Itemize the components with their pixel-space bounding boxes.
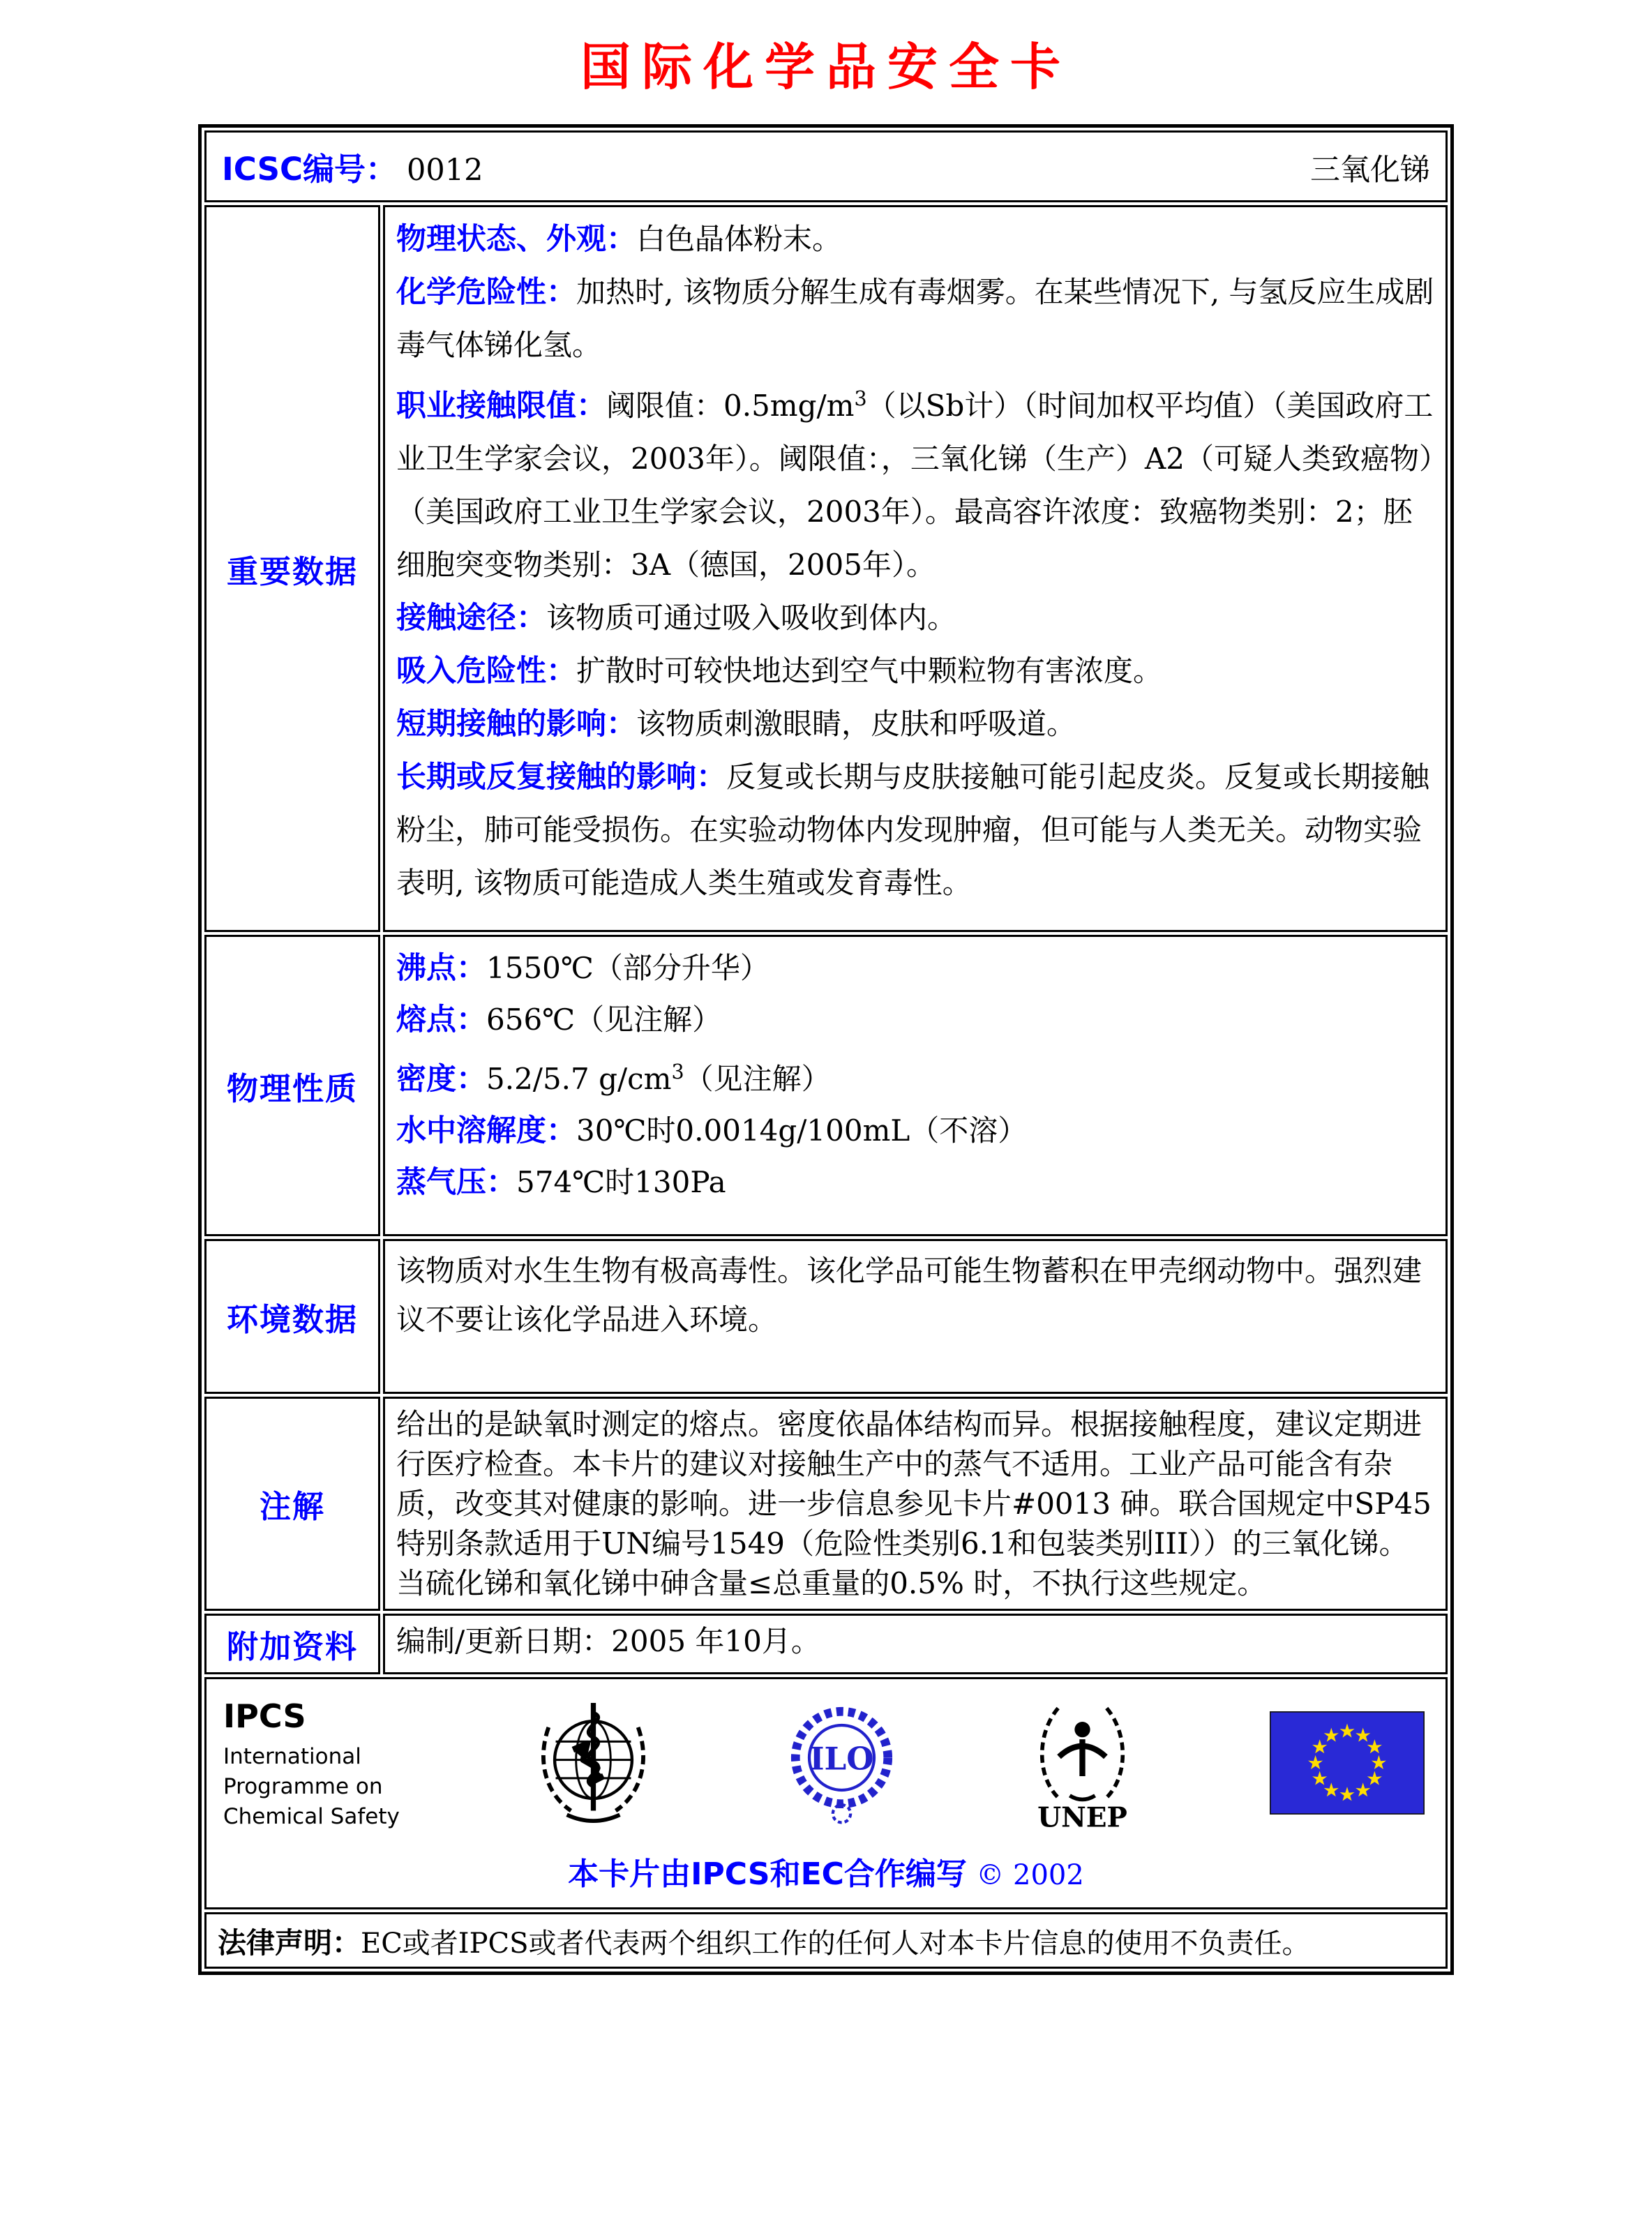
field-label: 化学危险性：	[396, 275, 576, 310]
credit-text: 本卡片由IPCS和EC合作编写	[568, 1856, 967, 1892]
notes-label: 注解	[204, 1397, 380, 1611]
environmental-data-label: 环境数据	[204, 1239, 380, 1394]
property-label: 熔点：	[396, 1002, 486, 1037]
additional-info-label: 附加资料	[204, 1614, 380, 1674]
additional-info-content	[383, 1614, 1448, 1674]
additional-info-row	[204, 1614, 1448, 1674]
environmental-data-row	[204, 1239, 1448, 1394]
notes-content	[383, 1397, 1448, 1611]
legal-label: 法律声明：	[218, 1926, 361, 1960]
field-text: 该物质刺激眼睛，皮肤和呼吸道。	[636, 707, 1076, 741]
icsc-number-value: 0012	[407, 153, 483, 188]
property-item	[396, 994, 1434, 1046]
important-data-content	[383, 205, 1448, 932]
field-text: 扩散时可较快地达到空气中颗粒物有害浓度。	[576, 654, 1163, 688]
important-data-item	[396, 751, 1434, 910]
field-label: 吸入危险性：	[396, 654, 576, 689]
field-label: 物理状态、外观：	[396, 222, 636, 257]
field-label: 长期或反复接触的影响：	[396, 760, 726, 795]
important-data-item	[396, 266, 1434, 372]
ipcs-abbr: IPCS	[223, 1697, 306, 1735]
additional-info-text: 编制/更新日期：2005 年10月。	[396, 1624, 820, 1658]
copyright-text: © 2002	[976, 1859, 1084, 1891]
important-data-item	[396, 592, 1434, 645]
page-title: 国际化学品安全卡	[580, 38, 1072, 96]
ipcs-line: Chemical Safety	[223, 1804, 400, 1829]
unep-logo-icon	[1028, 1695, 1136, 1838]
who-logo-icon	[532, 1697, 654, 1836]
field-text: 加热时, 该物质分解生成有毒烟雾。在某些情况下, 与氢反应生成剧毒气体锑化氢。	[396, 275, 1434, 362]
environmental-data-text: 该物质对水生生物有极高毒性。该化学品可能生物蓄积在甲壳纲动物中。强烈建议不要让该化学品进入环境。	[396, 1254, 1422, 1337]
ilo-logo-icon	[788, 1698, 896, 1834]
property-label: 密度：	[396, 1062, 486, 1097]
header-cell	[204, 130, 1448, 202]
legal-row	[204, 1912, 1448, 1969]
chemical-name: 三氧化锑	[1310, 153, 1430, 188]
important-data-item	[396, 213, 1434, 266]
ipcs-text-block	[223, 1697, 400, 1832]
field-text: 白色晶体粉末。	[636, 222, 842, 256]
important-data-row	[204, 205, 1448, 932]
field-text: 该物质可通过吸入吸收到体内。	[546, 601, 957, 635]
property-value: 574℃时130Pa	[516, 1165, 726, 1199]
property-label: 沸点：	[396, 951, 486, 986]
legal-cell	[204, 1912, 1448, 1969]
property-item	[396, 942, 1434, 994]
field-label: 短期接触的影响：	[396, 707, 636, 742]
notes-row	[204, 1397, 1448, 1611]
eu-flag-icon	[1270, 1711, 1425, 1822]
property-item	[396, 1157, 1434, 1208]
ipcs-line: International	[223, 1744, 361, 1769]
physical-properties-label: 物理性质	[204, 935, 380, 1236]
important-data-label: 重要数据	[204, 205, 380, 932]
icsc-number-label: ICSC编号：	[222, 151, 398, 188]
notes-text: 给出的是缺氧时测定的熔点。密度依晶体结构而异。根据接触程度，建议定期进行医疗检查。本卡片的建议对接触生产中的蒸气不适用。工业产品可能含有杂质，改变其对健康的影响。进一步信息参见卡片#0013 砷。联合国规定中SP45特别条款适用于UN编号1549（危险性类别6.1和包装类别III））的三氧化锑。当硫化锑和氧化锑中砷含量≤总重量的0.5% 时，不执行这些规定。	[396, 1407, 1432, 1600]
property-item	[396, 1105, 1434, 1157]
property-label: 水中溶解度：	[396, 1113, 576, 1148]
field-label: 职业接触限值：	[396, 389, 606, 423]
logos-cell	[204, 1677, 1448, 1909]
unep-logo-text: UNEP	[1037, 1801, 1128, 1831]
property-item	[396, 1046, 1434, 1105]
icsc-number-group	[222, 144, 483, 189]
property-value: 5.2/5.7 $g/cm^3$（见注解）	[486, 1060, 831, 1096]
physical-properties-content	[383, 935, 1448, 1236]
important-data-item	[396, 698, 1434, 751]
physical-properties-row	[204, 935, 1448, 1236]
property-label: 蒸气压：	[396, 1165, 516, 1200]
ilo-logo-text: ILO	[809, 1740, 874, 1778]
legal-text: EC或者IPCS或者代表两个组织工作的任何人对本卡片信息的使用不负责任。	[361, 1928, 1310, 1960]
logos-row	[204, 1677, 1448, 1909]
header-row	[204, 130, 1448, 202]
important-data-item	[396, 372, 1434, 592]
icsc-card-table	[198, 124, 1454, 1975]
property-value: 30℃时0.0014g/100mL（不溶）	[576, 1113, 1028, 1148]
ipcs-line: Programme on	[223, 1774, 383, 1799]
important-data-item	[396, 645, 1434, 698]
field-text: 反复或长期与皮肤接触可能引起皮炎。反复或长期接触粉尘，肺可能受损伤。在实验动物体内发现肿瘤，但可能与人类无关。动物实验表明, 该物质可能造成人类生殖或发育毒性。	[396, 760, 1430, 900]
property-value: 656℃（见注解）	[486, 1002, 722, 1037]
field-text: 阈限值：$0.5mg/m^3$（以Sb计）（时间加权平均值）（美国政府工业卫生学家会议，2003年）。阈限值：，三氧化锑（生产）A2（可疑人类致癌物）（美国政府工业卫生学家会议，2003年）。最高容许浓度：致癌物类别：2；胚细胞突变物类别：3A（德国，2005年）。	[396, 386, 1434, 582]
property-value: 1550℃（部分升华）	[486, 951, 769, 985]
credit-line	[218, 1849, 1434, 1893]
environmental-data-content	[383, 1239, 1448, 1394]
field-label: 接触途径：	[396, 601, 546, 636]
